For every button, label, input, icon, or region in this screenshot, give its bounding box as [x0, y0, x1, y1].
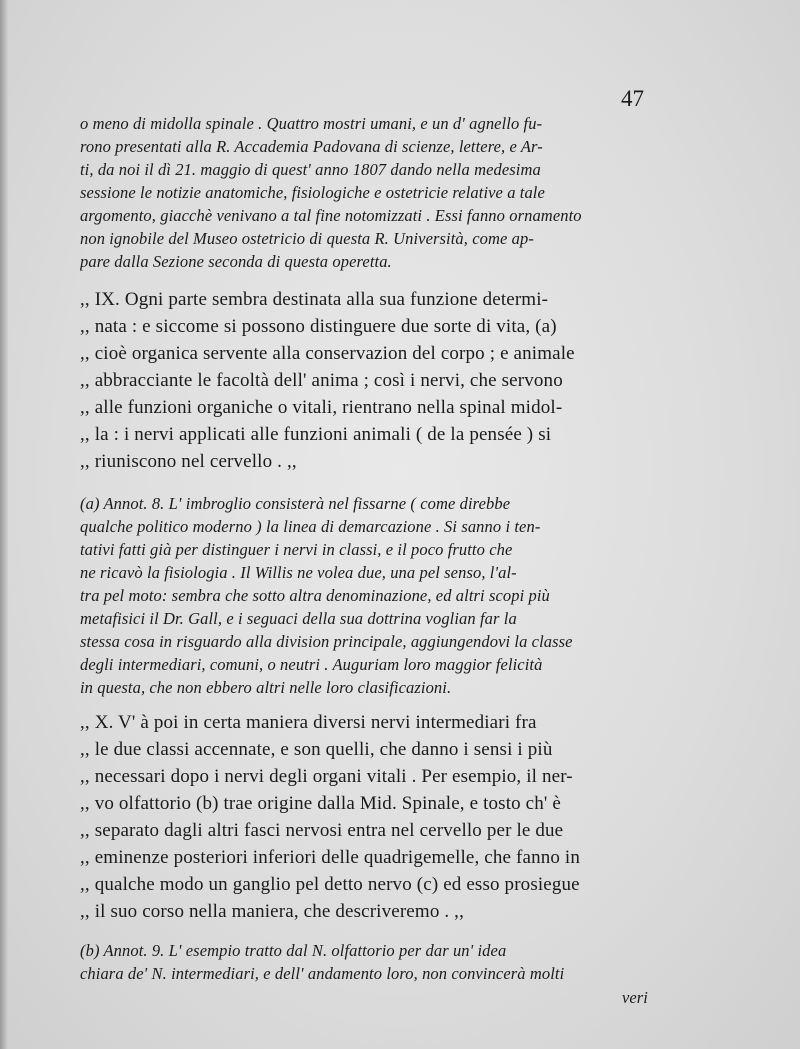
note-line: o meno di midolla spinale . Quattro mostri umani, e un d' agnello fu-: [80, 114, 543, 133]
annotation-line: in questa, che non ebbero altri nelle loro clasificazioni.: [80, 678, 452, 697]
page-spine-shadow: [0, 0, 8, 1049]
note-line: argomento, giacchè venivano a tal fine notomizzati . Essi fanno ornamento: [80, 206, 582, 225]
annotation-line: chiara de' N. intermediari, e dell' andamento loro, non convincerà molti: [80, 964, 565, 983]
annotation-line: (b) Annot. 9. L' esempio tratto dal N. olfattorio per dar un' idea: [80, 941, 507, 960]
paragraph-x-line: ,, eminenze posteriori inferiori delle quadrigemelle, che fanno in: [80, 847, 581, 868]
catchword: veri: [621, 988, 648, 1007]
note-line: ti, da noi il dì 21. maggio di quest' anno 1807 dando nella medesima: [80, 160, 541, 179]
paragraph-x-line: ,, X. V' à poi in certa maniera diversi nervi intermediari fra: [80, 712, 537, 733]
paragraph-x-line: ,, le due classi accennate, e son quelli, che danno i sensi i più: [80, 739, 553, 760]
page-content: [80, 0, 648, 1049]
note-line: non ignobile del Museo ostetricio di questa R. Università, come ap-: [80, 229, 534, 248]
paragraph-x-line: ,, il suo corso nella maniera, che descriveremo . ,,: [80, 901, 464, 922]
paragraph-ix-line: ,, cioè organica servente alla conservazion del corpo ; e animale: [80, 343, 575, 364]
annotation-line: tativi fatti già per distinguer i nervi in classi, e il poco frutto che: [80, 540, 513, 559]
annotation-line: stessa cosa in risguardo alla division principale, aggiungendovi la classe: [80, 632, 573, 651]
paragraph-x-line: ,, separato dagli altri fasci nervosi entra nel cervello per le due: [80, 820, 564, 841]
paragraph-ix-line: ,, nata : e siccome si possono distinguere due sorte di vita, (a): [80, 316, 557, 337]
paragraph-ix-line: ,, la : i nervi applicati alle funzioni animali ( de la pensée ) si: [80, 424, 552, 445]
paragraph-ix-line: ,, IX. Ogni parte sembra destinata alla sua funzione determi-: [80, 289, 549, 310]
note-line: rono presentati alla R. Accademia Padovana di scienze, lettere, e Ar-: [80, 137, 543, 156]
note-line: sessione le notizie anatomiche, fisiologiche e ostetricie relative a tale: [80, 183, 545, 202]
note-line: pare dalla Sezione seconda di questa operetta.: [80, 252, 392, 271]
paragraph-x-line: ,, necessari dopo i nervi degli organi vitali . Per esempio, il ner-: [80, 766, 573, 787]
paragraph-ix-line: ,, abbracciante le facoltà dell' anima ; così i nervi, che servono: [80, 370, 563, 391]
annotation-line: (a) Annot. 8. L' imbroglio consisterà nel fissarne ( come direbbe: [80, 494, 511, 513]
paragraph-x-line: ,, qualche modo un ganglio pel detto nervo (c) ed esso prosiegue: [80, 874, 580, 895]
paragraph-x-line: ,, vo olfattorio (b) trae origine dalla Mid. Spinale, e tosto ch' è: [80, 793, 561, 814]
annotation-line: degli intermediari, comuni, o neutri . Auguriam loro maggior felicità: [80, 655, 543, 674]
annotation-line: tra pel moto: sembra che sotto altra denominazione, ed altri scopi più: [80, 586, 550, 605]
page-number: 47: [621, 86, 644, 111]
paragraph-ix-line: ,, riuniscono nel cervello . ,,: [80, 451, 297, 472]
paragraph-ix-line: ,, alle funzioni organiche o vitali, rientrano nella spinal midol-: [80, 397, 563, 418]
annotation-line: qualche politico moderno ) la linea di demarcazione . Si sanno i ten-: [80, 517, 541, 536]
annotation-line: metafisici il Dr. Gall, e i seguaci della sua dottrina voglian far la: [80, 609, 517, 628]
annotation-line: ne ricavò la fisiologia . Il Willis ne volea due, una pel senso, l'al-: [80, 563, 517, 582]
